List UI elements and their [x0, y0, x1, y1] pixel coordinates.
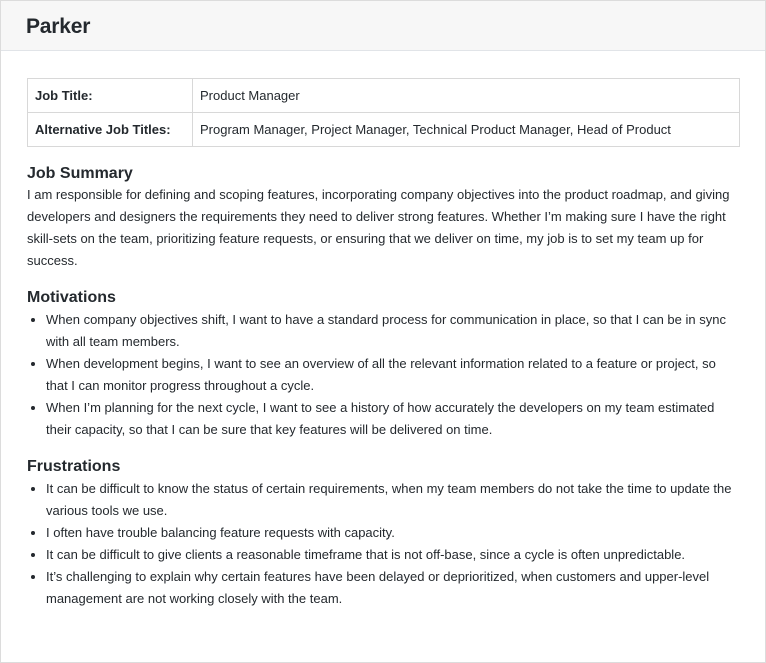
job-summary-heading: Job Summary: [27, 165, 133, 182]
job-summary-text: I am responsible for defining and scoping features, incorporating company objectives into the product roadmap, and giving developers and designers the requirements they need to deliver strong features. Whether I’m making sure I have the right skill-sets on the team, prioritizing feature requests, or ensuring that we deliver on time, my job is to set my team up for success.: [27, 187, 730, 268]
motivations-section: [27, 289, 739, 441]
motivations-list: [27, 309, 739, 441]
job-summary-section: [27, 165, 739, 272]
motivations-heading: Motivations: [27, 289, 116, 306]
job-title-label: Job Title:: [28, 79, 193, 113]
alt-job-titles-label: Alternative Job Titles:: [28, 113, 193, 147]
list-item: • It’s challenging to explain why certain features have been delayed or deprioritized, when customers and upper-level management are not working closely with the team.: [46, 566, 739, 610]
list-item: • It can be difficult to know the status of certain requirements, when my team members do not take the time to update the various tools we use.: [46, 478, 739, 522]
list-item: • When development begins, I want to see an overview of all the relevant information related to a feature or project, so that I can monitor progress throughout a cycle.: [46, 353, 739, 397]
list-item: • It can be difficult to give clients a reasonable timeframe that is not off-base, since a cycle is often unpredictable.: [46, 544, 739, 566]
table-row: [28, 79, 740, 113]
list-item: • I often have trouble balancing feature requests with capacity.: [46, 522, 739, 544]
job-info-table: [27, 78, 740, 147]
card-body: [1, 51, 765, 610]
alt-job-titles-value: Program Manager, Project Manager, Technical Product Manager, Head of Product: [193, 113, 740, 147]
frustrations-list: [27, 478, 739, 610]
list-item: • When I’m planning for the next cycle, I want to see a history of how accurately the developers on my team estimated their capacity, so that I can be sure that key features will be delivered on time.: [46, 397, 739, 441]
frustrations-heading: Frustrations: [27, 458, 121, 475]
card-header: [1, 1, 765, 51]
frustrations-section: [27, 458, 739, 610]
table-row: [28, 113, 740, 147]
job-title-value: Product Manager: [193, 79, 740, 113]
persona-name: Parker: [26, 15, 91, 38]
list-item: • When company objectives shift, I want to have a standard process for communication in place, so that I can be in sync with all team members.: [46, 309, 739, 353]
